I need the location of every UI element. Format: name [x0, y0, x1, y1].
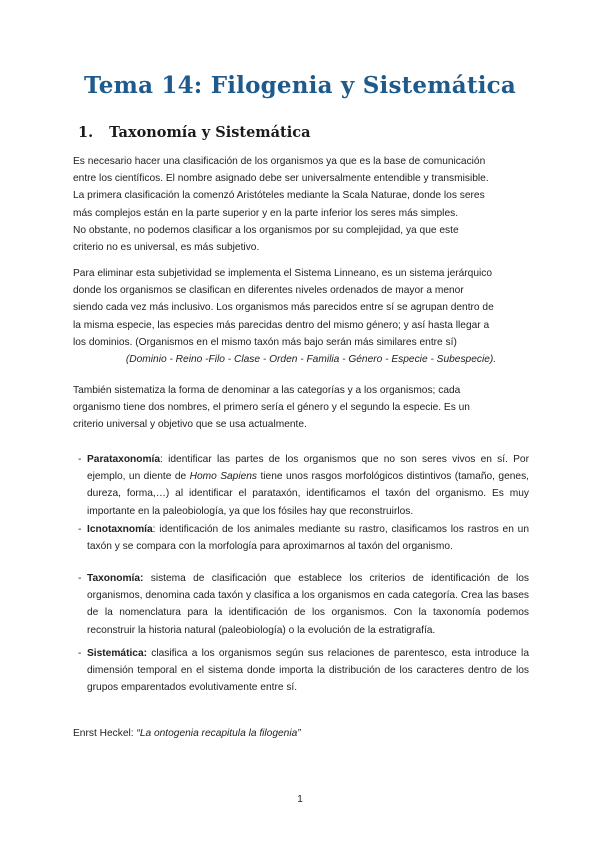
quote: [73, 728, 301, 739]
paragraph-line: criterio no es universal, es más subjetivo.: [73, 242, 260, 254]
paragraph-intro: [73, 153, 529, 256]
list-text: : identificar las partes de los organismos que no son seres vivos en sí. Por ejemplo, un diente de: [87, 454, 529, 483]
page-number: 1: [297, 794, 303, 805]
list-bullet: -: [78, 573, 82, 584]
section-heading: [78, 124, 310, 141]
taxonomic-hierarchy: (Dominio - Reino -Filo - Clase - Orden - Familia - Género - Especie - Subespecie).: [125, 354, 497, 366]
section-number: 1.: [78, 124, 94, 141]
list-item-sistematica: [78, 645, 529, 697]
paragraph-nomenclature: [73, 382, 529, 434]
list-term: Parataxonomía: [87, 454, 161, 465]
paragraph-line: los dominios. (Organismos en el mismo taxón más bajo serán más similares entre sí): [73, 336, 457, 348]
list-term: Icnotaxnomía: [87, 524, 153, 535]
list-item-parataxonomia: [78, 451, 529, 520]
list-italic: Homo Sapiens: [189, 471, 258, 483]
paragraph-line: Para eliminar esta subjetividad se implementa el Sistema Linneano, es un sistema jerárquico: [73, 268, 493, 279]
paragraph-line: más complejos están en la parte superior y en la parte inferior los seres más simples.: [73, 207, 459, 219]
document-title: Tema 14: Filogenia y Sistemática: [84, 72, 516, 99]
paragraph-line: criterio universal y objetivo que se usa actualmente.: [73, 419, 307, 431]
list-bullet: -: [78, 524, 82, 535]
paragraph-line: No obstante, no podemos clasificar a los organismos por su complejidad, ya que este: [73, 224, 459, 236]
quote-author: Enrst Heckel:: [73, 728, 137, 739]
paragraph-line: entre los científicos. El nombre asignado debe ser universalmente entendible y transmisible.: [73, 173, 489, 185]
list-text: sistema de clasificación que establece los criterios de identificación de los organismos, denomina cada taxón y clasifica a los organismos en cada categoría. Crea las bases de la nomenclatura para la identificación de los organismos. Con la taxonomía podemos reconstruir la historia natural (paleobiología) o la evolución de la estratigrafía.: [87, 573, 529, 636]
paragraph-line: La primera clasificación la comenzó Aristóteles mediante la Scala Naturae, donde los seres: [73, 190, 485, 202]
list-term: Sistemática:: [87, 648, 148, 659]
quote-text: “La ontogenia recapitula la filogenia”: [136, 728, 301, 739]
paragraph-line: la misma especie, las especies más parecidas dentro del mismo género; y así hasta llegar a: [73, 319, 490, 331]
paragraph-linnean-system: [73, 265, 529, 368]
paragraph-line: organismo tiene dos nombres, el primero sería el género y el segundo la especie. Es un: [73, 402, 470, 414]
list-text: tiene unos rasgos morfológicos distintivos (tamaño, genes, dureza, forma,…) al identificar el parataxón, identificamos el taxón del organismo. Es muy importante en la paleobiología, ya que los fósiles hay que reconstruirlos.: [87, 471, 529, 517]
list-bullet: -: [78, 648, 82, 659]
list-term: Taxonomía:: [87, 573, 144, 584]
paragraph-line: Es necesario hacer una clasificación de los organismos ya que es la base de comunicación: [73, 156, 486, 167]
list-item-taxonomia: [78, 570, 529, 639]
section-heading-text: Taxonomía y Sistemática: [109, 124, 311, 141]
paragraph-line: siendo cada vez más inclusivo. Los organismos más parecidos entre sí se agrupan dentro de: [73, 302, 494, 314]
list-text: clasifica a los organismos según sus relaciones de parentesco, esta introduce la dimensión temporal en el sistema donde importa la distribución de los caracteres dentro de los grupos emparentados evolutivamente entre sí.: [87, 648, 529, 694]
paragraph-line: También sistematiza la forma de denominar a las categorías y a los organismos; cada: [73, 385, 461, 396]
list-bullet: -: [78, 454, 82, 465]
paragraph-line: donde los organismos se clasifican en diferentes niveles ordenados de mayor a menor: [73, 285, 464, 297]
list-text: : identificación de los animales mediante su rastro, clasificamos los rastros en un taxón y se compara con la morfología para aproximarnos al taxón del organismo.: [87, 524, 529, 553]
list-item-icnotaxonomia: [78, 521, 529, 555]
